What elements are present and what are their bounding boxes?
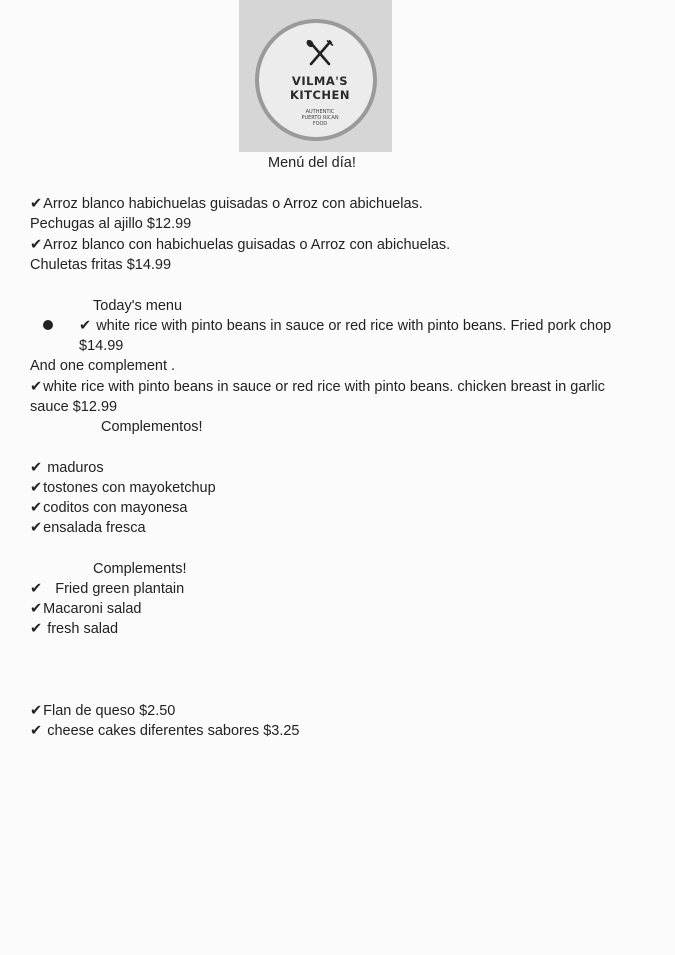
dessert-item: [30, 722, 300, 740]
complements-item-label: fresh salad: [47, 621, 119, 637]
spanish-item-1-price: Pechugas al ajillo $12.99: [30, 216, 192, 232]
english-item-2-price: sauce $12.99: [30, 399, 118, 415]
complements-title: Complements!: [93, 561, 187, 577]
complementos-item: [30, 479, 216, 497]
check-icon: ✔: [30, 621, 43, 637]
check-icon: ✔: [79, 318, 92, 334]
spanish-item-1-text: Arroz blanco habichuelas guisadas o Arroz con abichuelas.: [43, 196, 423, 212]
check-icon: ✔: [30, 723, 43, 739]
english-item-2-text: white rice with pinto beans in sauce or red rice with pinto beans. chicken breast in garlic: [43, 379, 605, 395]
check-icon: ✔: [30, 460, 43, 476]
complements-item: [30, 580, 184, 598]
logo-tagline: AUTHENTIC PUERTO RICAN FOOD: [301, 109, 339, 127]
check-icon: ✔: [30, 703, 43, 719]
fork-spoon-crossed-icon: [305, 40, 335, 66]
check-icon: ✔: [30, 500, 43, 516]
check-icon: ✔: [30, 581, 43, 597]
complements-item-label: Macaroni salad: [43, 601, 142, 617]
english-item-1: [79, 317, 611, 335]
spanish-item-2: [30, 236, 450, 254]
check-icon: ✔: [30, 237, 43, 253]
complements-item: [30, 620, 118, 638]
complements-item-label: Fried green plantain: [55, 581, 185, 597]
english-item-1-text: white rice with pinto beans in sauce or red rice with pinto beans. Fried pork chop: [96, 318, 612, 334]
spanish-item-2-text: Arroz blanco con habichuelas guisadas o Arroz con abichuelas.: [43, 237, 451, 253]
check-icon: ✔: [30, 196, 43, 212]
spanish-item-1: [30, 195, 423, 213]
logo-ring: [255, 19, 377, 141]
dessert-item: [30, 702, 175, 720]
complementos-item: [30, 459, 104, 477]
english-item-2: [30, 378, 605, 396]
complementos-item-label: ensalada fresca: [43, 520, 146, 536]
complementos-item-label: maduros: [47, 460, 104, 476]
check-icon: ✔: [30, 480, 43, 496]
complementos-item: [30, 519, 146, 537]
dessert-item-label: Flan de queso $2.50: [43, 703, 176, 719]
check-icon: ✔: [30, 379, 43, 395]
spanish-menu-title: Menú del día!: [268, 155, 356, 171]
bullet-icon: [43, 320, 53, 330]
complementos-item: [30, 499, 187, 517]
english-menu-title: Today's menu: [93, 298, 183, 314]
dessert-item-label: cheese cakes diferentes sabores $3.25: [47, 723, 300, 739]
english-menu-note: And one complement .: [30, 358, 176, 374]
spanish-item-2-price: Chuletas fritas $14.99: [30, 257, 172, 273]
logo: [239, 0, 392, 152]
complementos-item-label: coditos con mayonesa: [43, 500, 188, 516]
check-icon: ✔: [30, 520, 43, 536]
complements-item: [30, 600, 141, 618]
complementos-title: Complementos!: [101, 419, 203, 435]
complementos-item-label: tostones con mayoketchup: [43, 480, 216, 496]
english-item-1-price: $14.99: [79, 338, 124, 354]
logo-name: VILMA'S KITCHEN: [289, 74, 351, 102]
check-icon: ✔: [30, 601, 43, 617]
